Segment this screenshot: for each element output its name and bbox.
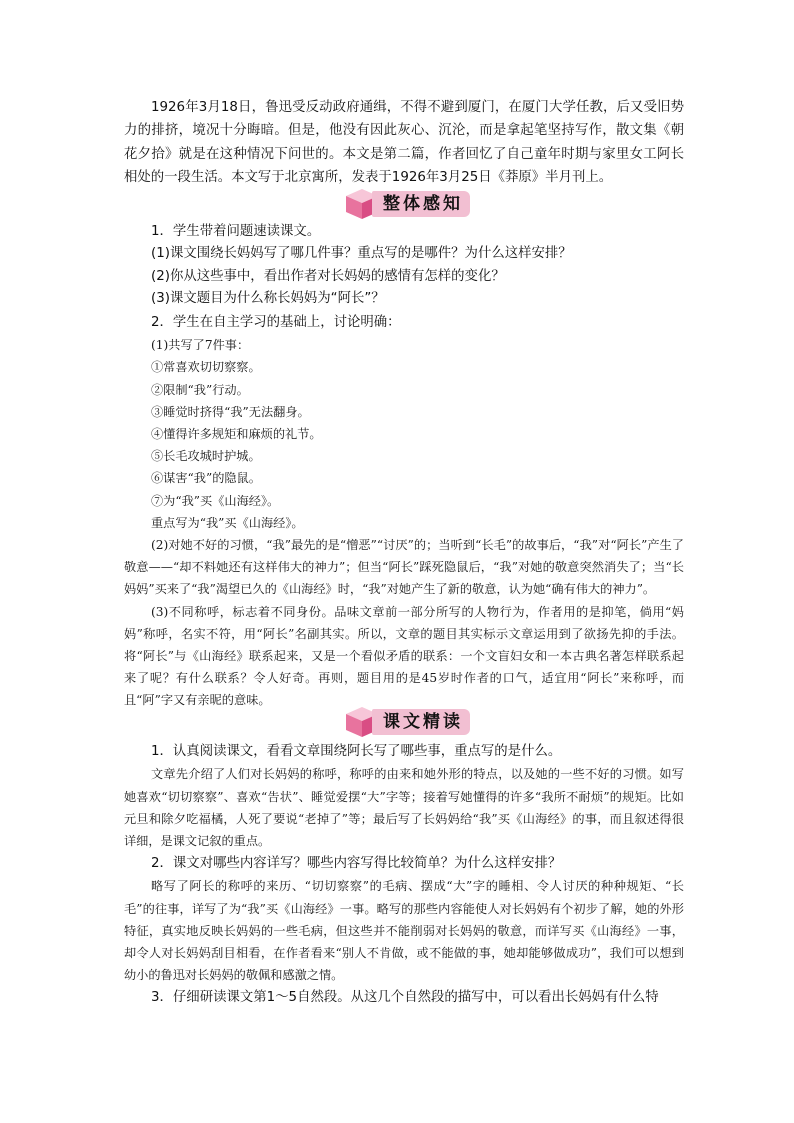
event-item: ⑦为“我”买《山海经》。 [151, 493, 280, 508]
question-2: (2)你从这些事中，看出作者对长妈妈的感情有怎样的变化？ [151, 268, 505, 284]
event-item: ⑥谋害“我”的隐鼠。 [151, 471, 261, 486]
intro-paragraph: 1926年3月18日，鲁迅受反动政府通缉，不得不避到厦门，在厦门大学任教，后又受旧势力的排挤，境况十分晦暗。但是，他没有因此灰心、沉沦，而是拿起笔坚持写作，散文集《朝花夕拾》就是在这种情况下问世的。本文是第二篇，作者回忆了自己童年时期与家里女工阿长相处的一段生活。本文写于北京寓所，发表于1926年3月25日《莽原》半月刊上。 [124, 100, 684, 185]
question-1: (1)课文围绕长妈妈写了哪几件事？重点写的是哪件？为什么这样安排？ [151, 246, 572, 262]
event-item: ②限制“我”行动。 [151, 382, 249, 397]
reading-answer-2: 略写了阿长的称呼的来历、“切切察察”的毛病、摆成“大”字的睡相、令人讨厌的种种规矩、“长毛”的往事，详写了为“我”买《山海经》一事。略写的那些内容能使人对长妈妈有个初步了解，她的外形特征，真实地反映长妈妈的一些毛病，但这些并不能削弱对长妈妈的敬意，而详写买《山海经》一事，却令人对长妈妈刮目相看，在作者看来“别人不肯做，或不能做的事，她却能够做成功”，我们可以想到幼小的鲁迅对长妈妈的敬佩和感激之情。 [124, 879, 684, 983]
section-title: 整体感知 [383, 194, 463, 214]
section-banner-overall [344, 188, 470, 220]
answer-2: (2)对她不好的习惯，“我”最先的是“憎恶”“讨厌”的；当听到“长毛”的故事后，“我”对“阿长”产生了敬意——“却不料她还有这样伟大的神力”；但当“阿长”踩死隐鼠后，“我”对她的敬意突然消失了；当“长妈妈”买来了“我”渴望已久的《山海经》时，“我”对她产生了新的敬意，认为她“确有伟大的神力”。 [124, 537, 684, 597]
question-3: (3)课文题目为什么称长妈妈为“阿长”？ [151, 291, 385, 307]
event-item: ①常喜欢切切察察。 [151, 360, 261, 375]
intro-section [124, 96, 684, 189]
event-item: ④懂得许多规矩和麻烦的礼节。 [151, 426, 322, 441]
overall-section [124, 220, 684, 712]
section-title: 课文精读 [383, 712, 463, 732]
event-item: ③睡觉时挤得“我”无法翻身。 [151, 404, 310, 419]
event-item: ⑤长毛攻城时护城。 [151, 449, 261, 464]
close-reading-section [124, 740, 684, 1010]
step-2: 2．学生在自主学习的基础上，讨论明确： [151, 314, 401, 330]
reading-question-2: 2．课文对哪些内容详写？哪些内容写得比较简单？为什么这样安排？ [151, 856, 562, 872]
answer-1-heading: (1)共写了7件事： [151, 338, 250, 353]
section-banner-reading [344, 706, 470, 738]
reading-answer-1: 文章先介绍了人们对长妈妈的称呼，称呼的由来和她外形的特点，以及她的一些不好的习惯。如写她喜欢“切切察察”、喜欢“告状”、睡觉爱摆“大”字等；接着写她懂得的许多“我所不耐烦”的规矩。比如元旦和除夕吃福橘，人死了要说“老掉了”等；最后写了长妈妈给“我”买《山海经》的事，而且叙述得很详细，是课文记叙的重点。 [124, 767, 684, 848]
focus-line: 重点写为“我”买《山海经》。 [151, 515, 304, 530]
answer-3: (3)不同称呼，标志着不同身份。品味文章前一部分所写的人物行为，作者用的是抑笔，倘用“妈妈”称呼，名实不符，用“阿长”名副其实。所以，文章的题目其实标示文章运用到了欲扬先抑的手法。将“阿长”与《山海经》联系起来，又是一个看似矛盾的联系：一个文盲妇女和一本古典名著怎样联系起来了呢？有什么联系？令人好奇。再则，题目用的是45岁时作者的口气，适宜用“阿长”来称呼，而且“阿”字又有亲昵的意味。 [124, 604, 684, 708]
reading-question-3: 3．仔细研读课文第1～5自然段。从这几个自然段的描写中，可以看出长妈妈有什么特 [151, 990, 659, 1006]
reading-question-1: 1．认真阅读课文，看看文章围绕阿长写了哪些事，重点写的是什么。 [151, 744, 562, 759]
step-1: 1．学生带着问题速读课文。 [151, 224, 321, 239]
